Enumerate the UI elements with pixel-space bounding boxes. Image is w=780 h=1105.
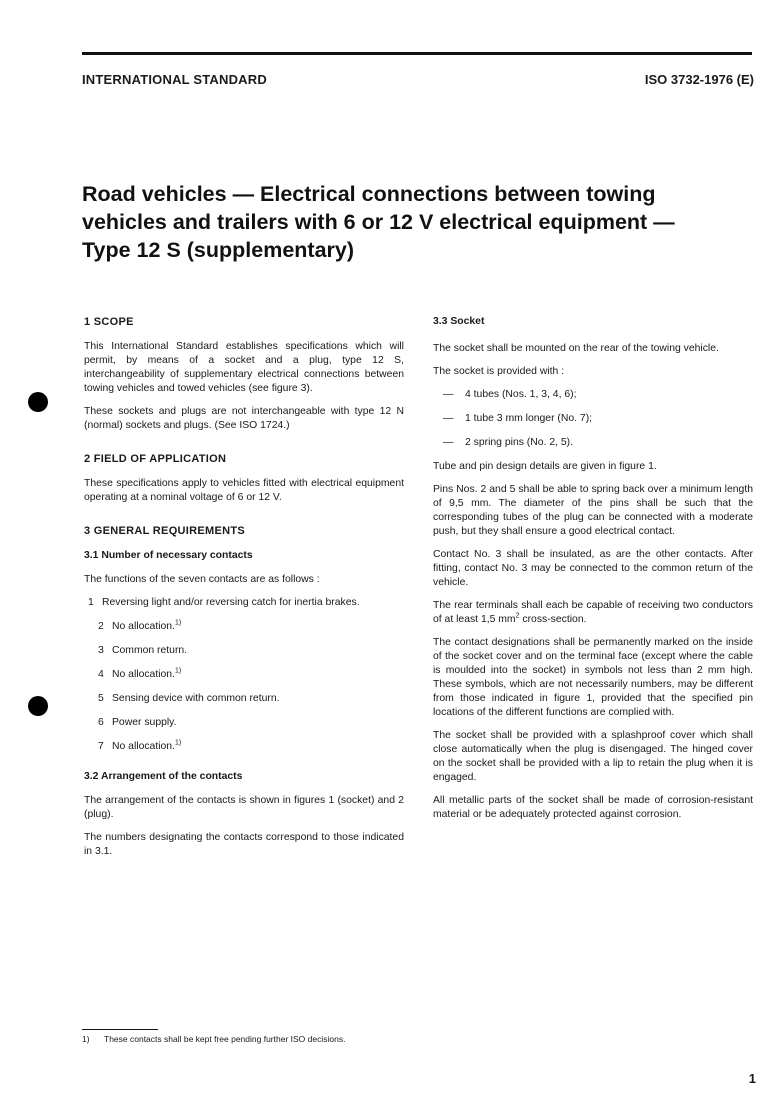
list-item: — 1 tube 3 mm longer (No. 7); (443, 413, 593, 424)
page-number: 1 (748, 1071, 756, 1086)
scope-paragraph-2: These sockets and plugs are not interchangeable with type 12 N (normal) sockets and plugs. (See ISO 1724.) (84, 406, 404, 431)
list-item: 1 Reversing light and/or reversing catch for inertia brakes. (88, 597, 360, 608)
list-item: — 2 spring pins (No. 2, 5). (443, 437, 573, 448)
arrangement-subheading: 3.2 Arrangement of the contacts (84, 771, 243, 782)
footnote-number: 1) (82, 1034, 90, 1044)
socket-paragraph-4: Pins Nos. 2 and 5 shall be able to spring back over a minimum length of 9,5 mm. The diameter of the pins shall be such that the corresponding tubes of the plug can be connected with a moderate push, but they shall ensure a good electrical contact. (433, 484, 753, 537)
socket-subheading: 3.3 Socket (433, 316, 485, 327)
list-item: 3 Common return. (98, 645, 188, 656)
socket-paragraph-8: The socket shall be provided with a splashproof cover which shall close automatically when the plug is disengaged. The hinged cover on the socket shall be provided with a lip to retain the plug when it is engaged. (433, 730, 753, 783)
footnote (82, 1034, 345, 1044)
general-heading: 3 GENERAL REQUIREMENTS (84, 525, 246, 537)
header-rule (82, 52, 752, 55)
list-item: 2 No allocation.$^{1)}$ (98, 619, 182, 632)
title-line-1: Road vehicles — Electrical connections between towing (82, 182, 656, 206)
list-item: 5 Sensing device with common return. (98, 693, 280, 704)
list-item: — 4 tubes (Nos. 1, 3, 4, 6); (443, 389, 577, 400)
socket-paragraph-3: Tube and pin design details are given in figure 1. (433, 461, 657, 472)
socket-paragraph-1: The socket shall be mounted on the rear of the towing vehicle. (433, 343, 719, 354)
socket-paragraph-2: The socket is provided with : (433, 366, 565, 377)
right-column (433, 315, 753, 831)
socket-paragraph-6: The rear terminals shall each be capable of receiving two conductors of at least 1,5 $mm^2$ cross-section. (433, 600, 753, 625)
punch-hole-bottom (28, 696, 48, 716)
scope-paragraph-1: This International Standard establishes specifications which will permit, by means of a socket and a plug, type 12 S, interchangeability of supplementary electrical connections between towing vehicles and towed vehicles (see figure 3). (84, 341, 404, 394)
title-line-2: vehicles and trailers with 6 or 12 V electrical equipment — (82, 210, 675, 234)
footnote-rule (82, 1029, 158, 1030)
list-item: 6 Power supply. (98, 717, 177, 728)
document-title (82, 180, 752, 264)
title-line-3: Type 12 S (supplementary) (82, 238, 355, 262)
arrangement-paragraph-1: The arrangement of the contacts is shown in figures 1 (socket) and 2 (plug). (84, 795, 404, 820)
punch-hole-top (28, 392, 48, 412)
footnote-text: These contacts shall be kept free pending further ISO decisions. (104, 1034, 346, 1044)
socket-paragraph-9: All metallic parts of the socket shall be made of corrosion-resistant material or be adequately protected against corrosion. (433, 795, 753, 820)
list-item: 7 No allocation.$^{1)}$ (98, 739, 182, 752)
contacts-intro: The functions of the seven contacts are as follows : (84, 574, 320, 585)
scope-heading: 1 SCOPE (84, 316, 134, 328)
field-heading: 2 FIELD OF APPLICATION (84, 453, 227, 465)
socket-paragraph-5: Contact No. 3 shall be insulated, as are the other contacts. After fitting, contact No. 3 may be connected to the common return of the vehicle. (433, 549, 753, 588)
left-column (84, 315, 404, 868)
header-document-number: ISO 3732-1976 (E) (644, 72, 754, 87)
arrangement-paragraph-2: The numbers designating the contacts correspond to those indicated in 3.1. (84, 832, 404, 857)
list-item: 4 No allocation.$^{1)}$ (98, 667, 182, 680)
field-paragraph: These specifications apply to vehicles fitted with electrical equipment operating at a nominal voltage of 6 or 12 V. (84, 478, 404, 503)
header-standard-label: INTERNATIONAL STANDARD (82, 72, 267, 87)
socket-paragraph-7: The contact designations shall be permanently marked on the inside of the socket cover and on the terminal face (except where the cable is moulded into the socket) in symbols not less than 2 mm high. These symbols, which are not necessarily numbers, may be different from those indicated in figure 1, provided that the specified pin locations of the different functions are complied with. (433, 637, 753, 718)
contacts-subheading: 3.1 Number of necessary contacts (84, 550, 253, 561)
